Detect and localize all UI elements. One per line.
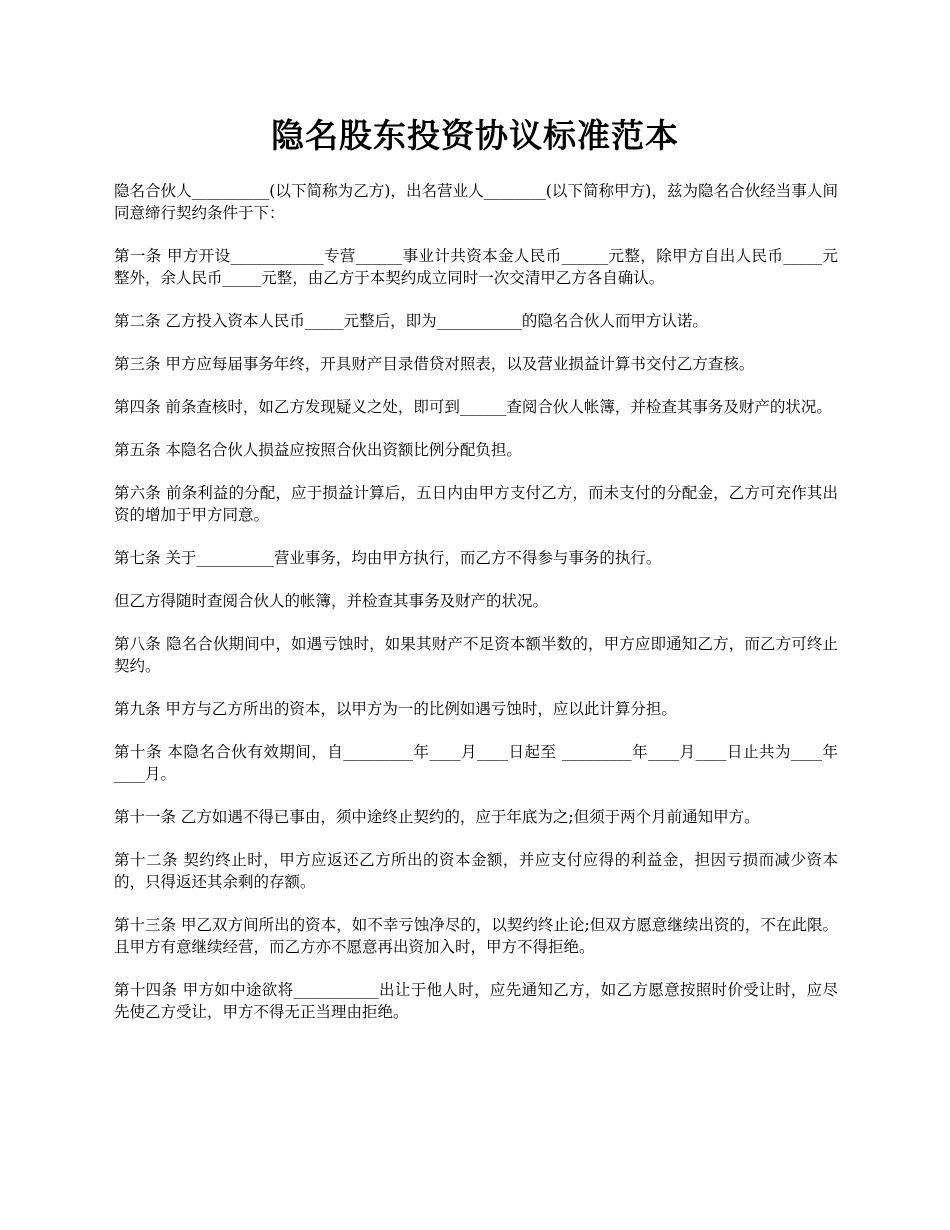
article-14: 第十四条 甲方如中途欲将___________出让于他人时，应先通知乙方，如乙方愿意按照时价受让时，应尽先使乙方受让，甲方不得无正当理由拒绝。	[114, 981, 838, 1021]
article-7: 第七条 关于__________营业事务，均由甲方执行，而乙方不得参与事务的执行。	[114, 549, 662, 567]
article-5: 第五条 本隐名合伙人损益应按照合伙出资额比例分配负担。	[114, 441, 522, 459]
document-body	[114, 180, 838, 1044]
article-2: 第二条 乙方投入资本人民币_____元整后，即为___________的隐名合伙人而甲方认诺。	[114, 312, 708, 330]
article-3: 第三条 甲方应每届事务年终，开具财产目录借贷对照表，以及营业损益计算书交付乙方查核。	[114, 355, 755, 373]
article-4: 第四条 前条查核时，如乙方发现疑义之处，即可到______查阅合伙人帐簿，并检查其事务及财产的状况。	[114, 398, 832, 416]
article-1: 第一条 甲方开设____________专营______事业计共资本金人民币______元整，除甲方自出人民币_____元整外，余人民币_____元整，由乙方于本契约成立同时一次交清甲乙方各自确认。	[114, 247, 838, 287]
article-10: 第十条 本隐名合伙有效期间，自_________年____月____日起至 _________年____月____日止共为____年____月。	[114, 743, 838, 783]
article-12: 第十二条 契约终止时，甲方应返还乙方所出的资本金额，并应支付应得的利益金，担因亏损而减少资本的，只得返还其余剩的存额。	[114, 851, 838, 891]
article-13: 第十三条 甲乙双方间所出的资本，如不幸亏蚀净尽的，以契约终止论;但双方愿意继续出资的，不在此限。且甲方有意继续经营，而乙方亦不愿意再出资加入时，甲方不得拒绝。	[114, 916, 838, 956]
article-6: 第六条 前条利益的分配，应于损益计算后，五日内由甲方支付乙方，而未支付的分配金，乙方可充作其出资的增加于甲方同意。	[114, 484, 838, 524]
document-title: 隐名股东投资协议标准范本	[271, 116, 679, 155]
intro-paragraph: 隐名合伙人__________(以下简称为乙方)，出名营业人________(以下简称甲方)，兹为隐名合伙经当事人间同意缔行契约条件于下：	[114, 182, 838, 222]
article-11: 第十一条 乙方如遇不得已事由，须中途终止契约的，应于年底为之;但须于两个月前通知甲方。	[114, 808, 760, 826]
article-7-continuation: 但乙方得随时查阅合伙人的帐簿，并检查其事务及财产的状况。	[114, 592, 549, 610]
article-9: 第九条 甲方与乙方所出的资本，以甲方为一的比例如遇亏蚀时，应以此计算分担。	[114, 700, 677, 718]
article-8: 第八条 隐名合伙期间中，如遇亏蚀时，如果其财产不足资本额半数的，甲方应即通知乙方，而乙方可终止契约。	[114, 635, 838, 675]
